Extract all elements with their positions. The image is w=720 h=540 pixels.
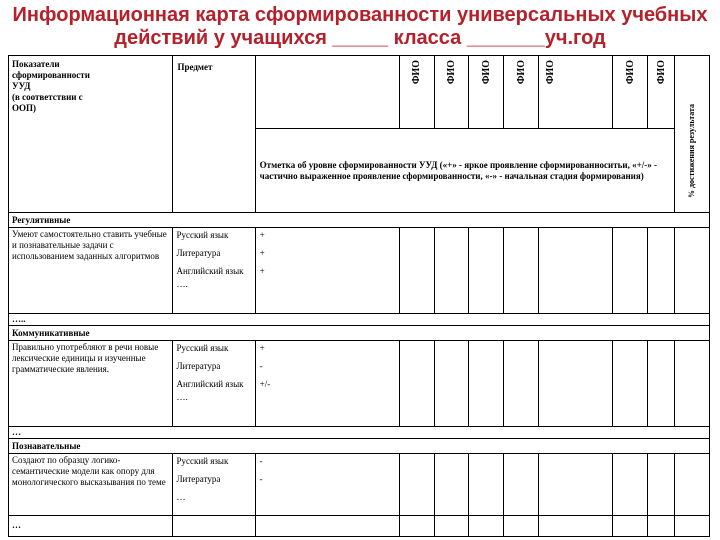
student-name-label: ФИО xyxy=(411,60,423,85)
subject-list xyxy=(173,454,255,516)
table-row xyxy=(9,227,710,313)
mark-value: - xyxy=(259,456,263,467)
mark-cell[interactable] xyxy=(539,227,613,313)
student-name-label: ФИО xyxy=(515,60,527,85)
group-more-row xyxy=(9,426,710,439)
title-line-2: действий у учащихся _____ класса _______уч.год xyxy=(114,27,606,49)
mark-value: + xyxy=(259,342,265,353)
student-col-header xyxy=(399,56,434,129)
mark-cell[interactable] xyxy=(434,227,469,313)
student-col-header xyxy=(434,56,469,129)
uud-indicators-header xyxy=(9,56,173,213)
uud-header-line: сформированности xyxy=(12,70,90,80)
subject-item: Английский язык xyxy=(176,378,244,389)
mark-value: - xyxy=(259,360,263,371)
mark-value: - xyxy=(259,474,263,485)
student-name-label: ФИО xyxy=(545,60,557,85)
student-col-header xyxy=(648,56,675,129)
subject-item: Русский язык xyxy=(176,456,229,467)
subject-item: …. xyxy=(176,391,188,402)
subject-item: Русский язык xyxy=(176,229,229,240)
table-row xyxy=(9,454,710,516)
mark-cell[interactable] xyxy=(469,454,504,516)
uud-header-line: Показатели xyxy=(12,59,60,69)
mark-cell[interactable] xyxy=(648,515,675,536)
mark-cell[interactable] xyxy=(648,227,675,313)
mark-cell[interactable] xyxy=(539,515,613,536)
subject-header: Предмет xyxy=(173,56,255,213)
mark-value: + xyxy=(259,265,265,276)
mark-cell[interactable] xyxy=(504,515,539,536)
mark-cell[interactable] xyxy=(434,454,469,516)
mark-cell[interactable] xyxy=(613,454,648,516)
mark-cell[interactable] xyxy=(504,227,539,313)
skill-description: Правильно употребляют в речи новые лексические единицы и изученные грамматические явления. xyxy=(9,340,173,426)
page-title xyxy=(0,4,720,50)
header-row xyxy=(9,56,710,129)
mark-cell[interactable] xyxy=(434,340,469,426)
skill-description: Создают по образцу логико-семантические модели как опору для монологического высказывания по теме xyxy=(9,454,173,516)
subject-item: Русский язык xyxy=(176,342,229,353)
mark-cell[interactable] xyxy=(469,340,504,426)
student-col-header xyxy=(613,56,648,129)
mark-cell[interactable] xyxy=(399,340,434,426)
title-line-1: Информационная карта сформированности универсальных учебных xyxy=(12,4,708,26)
group-more-row xyxy=(9,313,710,326)
group-title: Регулятивные xyxy=(9,213,710,228)
mark-cell[interactable] xyxy=(648,454,675,516)
student-col-header xyxy=(469,56,504,129)
mark-cell[interactable] xyxy=(539,340,613,426)
uud-info-table xyxy=(8,55,710,537)
mark-cell[interactable] xyxy=(399,515,434,536)
group-heading-row xyxy=(9,326,710,341)
student-name-label: ФИО xyxy=(445,60,457,85)
percent-cell[interactable] xyxy=(674,340,709,426)
legend-text: Отметка об уровне сформированности УУД («+» - яркое проявление сформированноситьи, «+/-» - частично выраженное проявление сформированности, «-» - начальная стадия формирования) xyxy=(255,129,674,213)
mark-cell[interactable] xyxy=(255,454,399,516)
student-col-header xyxy=(504,56,539,129)
mark-cell[interactable] xyxy=(255,227,399,313)
mark-cell[interactable] xyxy=(255,515,399,536)
group-heading-row xyxy=(9,213,710,228)
percent-cell[interactable] xyxy=(674,454,709,516)
group-title: Коммуникативные xyxy=(9,326,710,341)
subject-item: Литература xyxy=(176,474,221,485)
group-title: Познавательные xyxy=(9,439,710,454)
subject-item: …. xyxy=(176,278,188,289)
subject-item: Литература xyxy=(176,247,221,258)
mark-cell[interactable] xyxy=(539,454,613,516)
mark-cell[interactable] xyxy=(399,227,434,313)
table-row xyxy=(9,340,710,426)
mark-cell[interactable] xyxy=(469,515,504,536)
student-name-label: ФИО xyxy=(655,60,667,85)
subject-item: … xyxy=(176,492,186,503)
mark-cell[interactable] xyxy=(504,454,539,516)
header-empty xyxy=(255,56,399,129)
student-name-label: ФИО xyxy=(480,60,492,85)
more-indicator: … xyxy=(9,515,173,536)
percent-header xyxy=(674,56,709,213)
mark-cell[interactable] xyxy=(434,515,469,536)
more-indicator: ….. xyxy=(9,313,710,326)
more-indicator: … xyxy=(9,426,710,439)
subject-list xyxy=(173,340,255,426)
mark-cell[interactable] xyxy=(648,340,675,426)
mark-cell[interactable] xyxy=(504,340,539,426)
mark-value: +/- xyxy=(259,378,271,389)
mark-value: + xyxy=(259,229,265,240)
group-heading-row xyxy=(9,439,710,454)
mark-cell[interactable] xyxy=(613,515,648,536)
mark-cell[interactable] xyxy=(469,227,504,313)
mark-value: + xyxy=(259,247,265,258)
mark-cell[interactable] xyxy=(255,340,399,426)
mark-cell[interactable] xyxy=(613,227,648,313)
percent-cell[interactable] xyxy=(674,227,709,313)
uud-header-line: ООП) xyxy=(12,103,36,113)
student-name-label: ФИО xyxy=(624,60,636,85)
empty-cell xyxy=(173,515,255,536)
student-col-header xyxy=(539,56,613,129)
uud-header-line: (в соответствии с xyxy=(12,92,83,102)
group-more-row xyxy=(9,515,710,536)
percent-label: % достижения результата xyxy=(687,103,697,198)
subject-item: Английский язык xyxy=(176,265,244,276)
percent-cell[interactable] xyxy=(674,515,709,536)
mark-cell[interactable] xyxy=(399,454,434,516)
mark-cell[interactable] xyxy=(613,340,648,426)
uud-header-line: УУД xyxy=(12,81,31,91)
subject-list xyxy=(173,227,255,313)
subject-item: Литература xyxy=(176,360,221,371)
skill-description: Умеют самостоятельно ставить учебные и познавательные задачи с использованием заданных алгоритмов xyxy=(9,227,173,313)
